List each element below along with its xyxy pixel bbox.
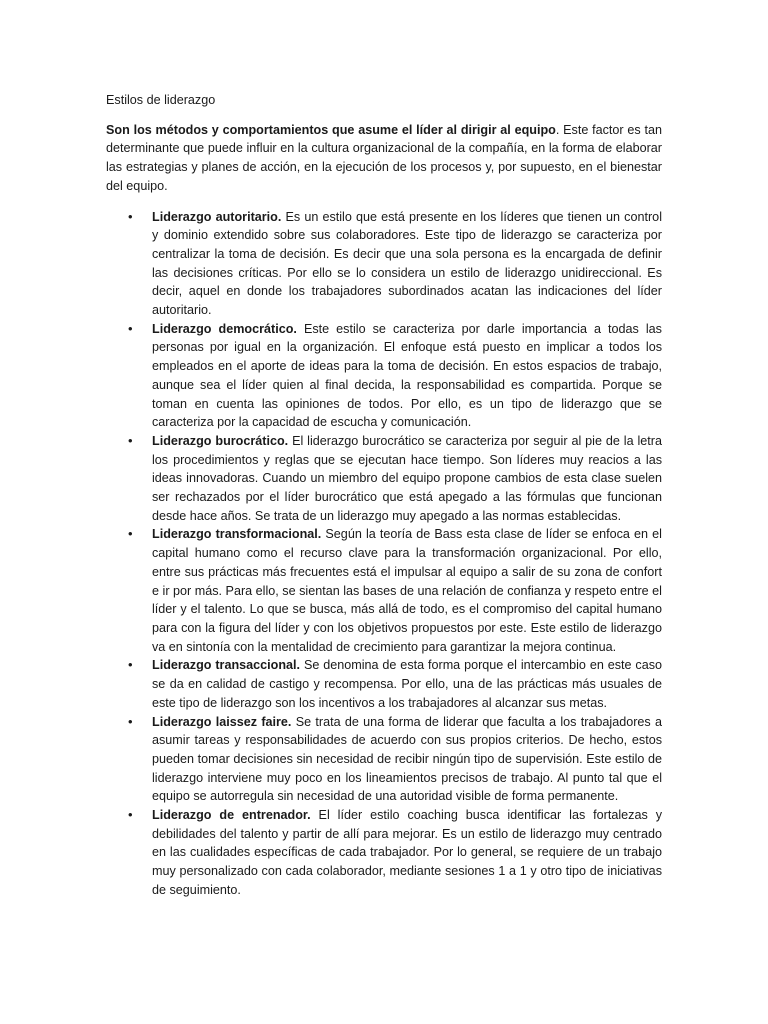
list-item [106, 208, 662, 320]
intro-bold-phrase: Son los métodos y comportamientos que asume el líder al dirigir al equipo [106, 122, 556, 137]
bullet-icon: • [128, 657, 133, 673]
list-item-term: Liderazgo democrático. [152, 321, 297, 336]
list-item [106, 432, 662, 526]
document-title: Estilos de liderazgo [106, 93, 216, 107]
list-item-term: Liderazgo de entrenador. [152, 808, 311, 823]
bullet-icon: • [128, 807, 133, 823]
leadership-styles-list [106, 208, 662, 900]
list-item-text: El liderazgo burocrático se caracteriza por seguir al pie de la letra los procedimientos y reglas que se ejecutan hace tiempo. Son líderes muy reacios a las ideas innovadoras. Cuando un miembro del equipo propone cambios de esta clase suelen ser rechazados por el líder burocrático que está apegado a las fórmulas que funcionan desde hace años. Se trata de un liderazgo muy apegado a las normas establecidas. [152, 433, 662, 523]
list-item [106, 713, 662, 807]
list-item-term: Liderazgo transformacional. [152, 527, 322, 542]
list-item [106, 525, 662, 656]
bullet-icon: • [128, 526, 133, 542]
list-item [106, 656, 662, 712]
list-item [106, 320, 662, 432]
list-item-term: Liderazgo burocrático. [152, 433, 289, 448]
bullet-icon: • [128, 432, 133, 448]
bullet-icon: • [128, 320, 133, 336]
list-item-term: Liderazgo autoritario. [152, 209, 282, 224]
bullet-icon: • [128, 208, 133, 224]
intro-text: . Este factor es tan determinante que puede influir en la cultura organizacional de la compañía, en la forma de elaborar las estrategias y planes de acción, en la ejecución de los procesos y, por supuesto, en el bienestar del equipo. [106, 122, 662, 193]
list-item-term: Liderazgo laissez faire. [152, 714, 292, 729]
list-item-text: El líder estilo coaching busca identificar las fortalezas y debilidades del talento y partir de allí para mejorar. Es un estilo de liderazgo muy centrado en las cualidades específicas de cada trabajador. Por lo general, se requiere de un trabajo muy personalizado con cada colaborador, mediante sesiones 1 a 1 y otro tipo de iniciativas de seguimiento. [152, 808, 662, 897]
list-item [106, 806, 662, 900]
document-page [106, 91, 662, 900]
list-item-text: Se trata de una forma de liderar que faculta a los trabajadores a asumir tareas y responsabilidades de acuerdo con sus propios criterios. De hecho, estos pueden tomar decisiones sin necesidad de recibir ningún tipo de supervisión. Este estilo de liderazgo interviene muy poco en los lineamientos precisos de trabajo. Al punto tal que el equipo se autorregula sin necesidad de una autoridad visible de forma permanente. [152, 714, 662, 804]
bullet-icon: • [128, 713, 133, 729]
intro-paragraph [106, 121, 662, 196]
list-item-term: Liderazgo transaccional. [152, 658, 301, 673]
list-item-text: Este estilo se caracteriza por darle importancia a todas las personas por igual en la organización. El enfoque está puesto en implicar a todos los empleados en el aporte de ideas para la toma de decisión. En estos espacios de trabajo, aunque sea el líder quien al final decida, la responsabilidad es compartida. Porque se toman en cuenta las opiniones de todos. Por ello, es un tipo de liderazgo que se caracteriza por la capacidad de escucha y comunicación. [152, 321, 662, 430]
list-item-text: Es un estilo que está presente en los líderes que tienen un control y dominio extendido sobre sus colaboradores. Este tipo de liderazgo se caracteriza por centralizar la toma de decisión. Es decir que una sola persona es la encargada de definir las decisiones críticas. Por ello se lo considera un estilo de liderazgo unidireccional. Es decir, aquel en donde los trabajadores subordinados acatan las indicaciones del líder autoritario. [152, 209, 662, 318]
list-item-text: Según la teoría de Bass esta clase de líder se enfoca en el capital humano como el recurso clave para la transformación organizacional. Por ello, entre sus prácticas más frecuentes está el impulsar al equipo a salir de su zona de confort e ir por más. Para ello, se sientan las bases de una relación de confianza y respeto entre el líder y el talento. Lo que se busca, más allá de todo, es el compromiso del capital humano para con la figura del líder y con los objetivos propuestos por este. Este estilo de liderazgo va en sintonía con la mentalidad de crecimiento para garantizar la mejora continua. [152, 527, 662, 654]
list-item-text: Se denomina de esta forma porque el intercambio en este caso se da en calidad de castigo y recompensa. Por ello, una de las prácticas más usuales de este tipo de liderazgo son los incentivos a los trabajadores al alcanzar sus metas. [152, 658, 662, 710]
